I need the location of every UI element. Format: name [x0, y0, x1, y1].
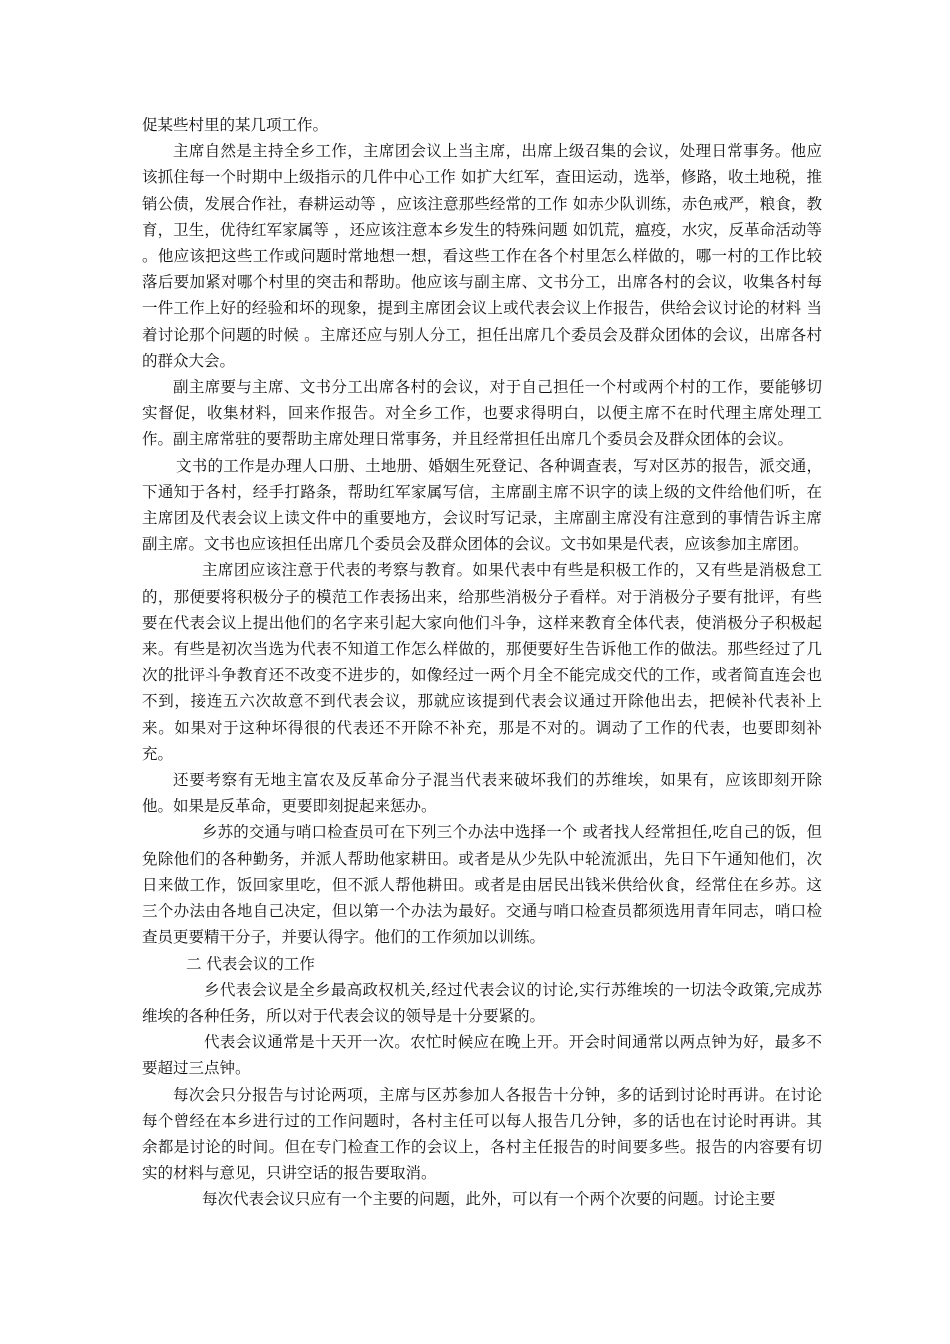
paragraph-continuation: 促某些村里的某几项工作。 [142, 116, 329, 134]
paragraph-main-issue: 每次代表会议只应有一个主要的问题，此外，可以有一个两个次要的问题。讨论主要 [202, 1190, 776, 1209]
paragraph-vice-chairman-duties: 副主席要与主席、文书分工出席各村的会议，对于自己担任一个村或两个村的工作，要能够切实督促，收集材料，回来作报告。对全乡工作，也要求得明白，以便主席不在时代理主席处理工作。副主席常驻的要帮助主席处理日常事务，并且经常担任出席几个委员会及群众团体的会议。 [142, 378, 822, 449]
document-body [142, 112, 822, 1213]
paragraph-messenger-inspectors: 乡苏的交通与哨口检查员可在下列三个办法中选择一个 或者找人经常担任,吃自己的饭，但免除他们的各种勤务，并派人帮助他家耕田。或者是从少先队中轮流派出，先日下午通知他们，次日来做工作，饭回家里吃，但不派人帮他耕田。或者是由居民出钱米供给伙食，经常住在乡苏。这三个办法由各地自己决定，但以第一个办法为最好。交通与哨口检查员都须选用青年同志，哨口检查员更要精干分子，并要认得字。他们的工作须加以训练。 [142, 823, 822, 947]
paragraph-congress-authority: 乡代表会议是全乡最高政权机关,经过代表会议的讨论,实行苏维埃的一切法令政策,完成苏维埃的各种任务，所以对于代表会议的领导是十分要紧的。 [142, 980, 822, 1025]
paragraph-secretary-duties: 文书的工作是办理人口册、土地册、婚姻生死登记、各种调查表，写对区苏的报告，派交通，下通知于各村，经手打路条，帮助红军家属写信，主席副主席不识字的读上级的文件给他们听，在主席团及代表会议上读文件中的重要地方，会议时写记录，主席副主席没有注意到的事情告诉主席副主席。文书也应该担任出席几个委员会及群众团体的会议。文书如果是代表，应该参加主席团。 [142, 456, 822, 554]
paragraph-chairman-duties: 主席自然是主持全乡工作，主席团会议上当主席，出席上级召集的会议，处理日常事务。他应该抓住每一个时期中上级指示的几件中心工作 如扩大红军，查田运动，选举，修路，收土地税，推销公债，发展合作社，春耕运动等 ，应该注意那些经常的工作 如赤少队训练，赤色戒严，粮食，教育，卫生，优待红军家属等 ，还应该注意本乡发生的特殊问题 如饥荒，瘟疫，水灾，反革命活动等 。他应该把这些工作或问题时常地想一想，看这些工作在各个村里怎么样做的，哪一村的工作比较落后要加紧对哪个村里的突击和帮助。他应该与副主席、文书分工，出席各村的会议，收集各村每一件工作上好的经验和坏的现象，提到主席团会议上或代表会议上作报告，供给会议讨论的材料 当着讨论那个问题的时候 。主席还应与别人分工，担任出席几个委员会及群众团体的会议，出席各村的群众大会。 [142, 142, 822, 370]
section-heading: 二 代表会议的工作 [186, 954, 315, 973]
paragraph-reports-discussion: 每次会只分报告与讨论两项，主席与区苏参加人各报告十分钟，多的话到讨论时再讲。在讨论每个曾经在本乡进行过的工作问题时，各村主任可以每人报告几分钟，多的话也在讨论时再讲。其余都是讨论的时间。但在专门检查工作的会议上，各村主任报告的时间要多些。报告的内容要有切实的材料与意见，只讲空话的报告要取消。 [142, 1085, 822, 1183]
paragraph-inspect-representatives: 还要考察有无地主富农及反革命分子混当代表来破坏我们的苏维埃，如果有，应该即刻开除他。如果是反革命，更要即刻捉起来惩办。 [142, 771, 822, 816]
paragraph-meeting-schedule: 代表会议通常是十天开一次。农忙时候应在晚上开。开会时间通常以两点钟为好，最多不要超过三点钟。 [142, 1033, 822, 1078]
paragraph-presidium-education: 主席团应该注意于代表的考察与教育。如果代表中有些是积极工作的，又有些是消极怠工的，那便要将积极分子的模范工作表扬出来，给那些消极分子看样。对于消极分子要有批评，有些要在代表会议上提出他们的名字来引起大家向他们斗争，这样来教育全体代表，使消极分子积极起来。有些是初次当选为代表不知道工作怎么样做的，那便要好生告诉他工作的做法。那些经过了几次的批评斗争教育还不改变不进步的，如像经过一两个月全不能完成交代的工作，或者简直连会也不到，接连五六次故意不到代表会议，那就应该提到代表会议通过开除他出去，把候补代表补上来。如果对于这种坏得很的代表还不开除不补充，那是不对的。调动了工作的代表，也要即刻补充。 [142, 561, 822, 763]
